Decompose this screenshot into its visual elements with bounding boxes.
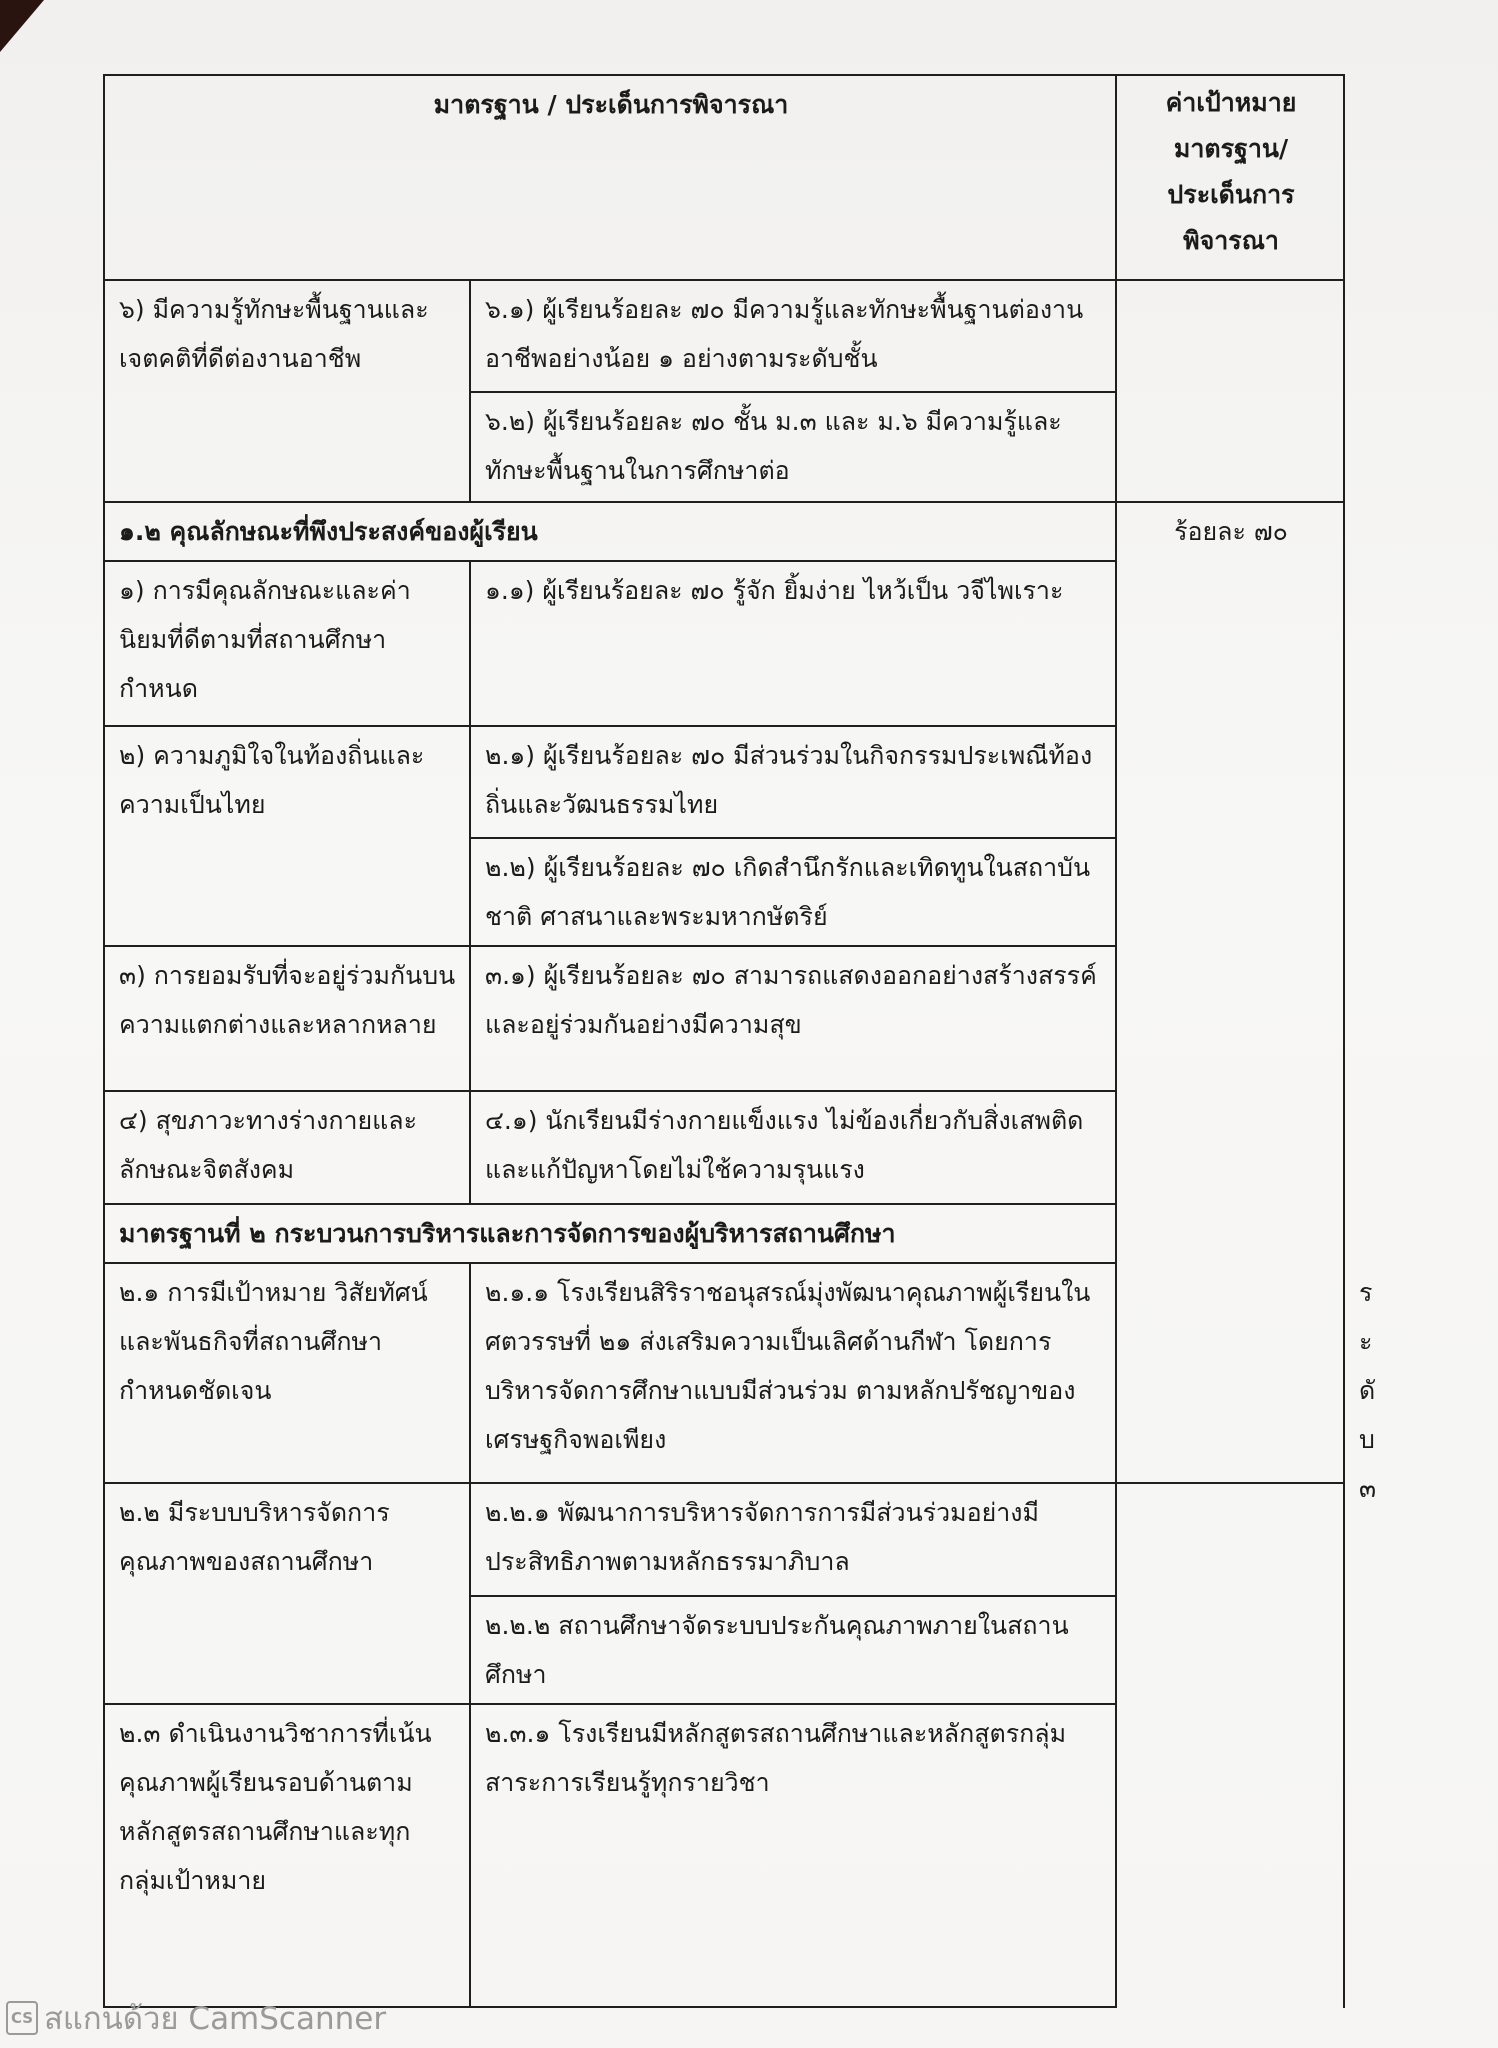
item-6-career: ๖) มีความรู้ทักษะพื้นฐานและเจตคติที่ดีต่องานอาชีพ <box>104 280 470 502</box>
table-row <box>104 1704 1344 2007</box>
table-row <box>104 1483 1344 1596</box>
item-2-3-academic: ๒.๓ ดำเนินงานวิชาการที่เน้นคุณภาพผู้เรียนรอบด้านตามหลักสูตรสถานศึกษาและทุกกลุ่มเป้าหมาย <box>104 1704 470 2007</box>
watermark-text: สแกนด้วย CamScanner <box>44 2001 387 2037</box>
sub-item-2-2-2: ๒.๒.๒ สถานศึกษาจัดระบบประกันคุณภาพภายในสถานศึกษา <box>470 1596 1116 1704</box>
target-value-1-2: ร้อยละ ๗๐ <box>1116 502 1344 1483</box>
item-1-values: ๑) การมีคุณลักษณะและค่านิยมที่ดีตามที่สถานศึกษากำหนด <box>104 561 470 726</box>
sub-item-6-2: ๖.๒) ผู้เรียนร้อยละ ๗๐ ชั้น ม.๓ และ ม.๖ มีความรู้และทักษะพื้นฐานในการศึกษาต่อ <box>470 392 1116 502</box>
item-2-2-quality-management: ๒.๒ มีระบบบริหารจัดการคุณภาพของสถานศึกษา <box>104 1483 470 1704</box>
sub-item-2-1: ๒.๑) ผู้เรียนร้อยละ ๗๐ มีส่วนร่วมในกิจกรรมประเพณีท้องถิ่นและวัฒนธรรมไทย <box>470 726 1116 838</box>
sub-item-1-1: ๑.๑) ผู้เรียนร้อยละ ๗๐ รู้จัก ยิ้มง่าย ไหว้เป็น วจีไพเราะ <box>470 561 1116 726</box>
table-header-row <box>104 75 1344 280</box>
camscanner-logo-icon: CS <box>6 2001 38 2035</box>
sub-item-2-3-1: ๒.๓.๑ โรงเรียนมีหลักสูตรสถานศึกษาและหลักสูตรกลุ่มสาระการเรียนรู้ทุกรายวิชา <box>470 1704 1116 2007</box>
header-standard-issue: มาตรฐาน / ประเด็นการพิจารณา <box>104 75 1116 280</box>
section-title-standard-2: มาตรฐานที่ ๒ กระบวนการบริหารและการจัดการของผู้บริหารสถานศึกษา <box>104 1204 1116 1263</box>
item-2-1-vision: ๒.๑ การมีเป้าหมาย วิสัยทัศน์และพันธกิจที่สถานศึกษากำหนดชัดเจน <box>104 1263 470 1483</box>
table-row <box>104 280 1344 392</box>
sub-item-2-2: ๒.๒) ผู้เรียนร้อยละ ๗๐ เกิดสำนึกรักและเทิดทูนในสถาบันชาติ ศาสนาและพระมหากษัตริย์ <box>470 838 1116 946</box>
header-target-value: ค่าเป้าหมาย มาตรฐาน/ ประเด็นการ พิจารณา <box>1116 75 1344 280</box>
section-row-1-2 <box>104 502 1344 561</box>
section-title-1-2: ๑.๒ คุณลักษณะที่พึงประสงค์ของผู้เรียน <box>104 502 1116 561</box>
item-2-pride: ๒) ความภูมิใจในท้องถิ่นและความเป็นไทย <box>104 726 470 946</box>
scan-corner-shadow <box>0 0 44 52</box>
sub-item-2-1-1: ๒.๑.๑ โรงเรียนสิริราชอนุสรณ์มุ่งพัฒนาคุณภาพผู้เรียนในศตวรรษที่ ๒๑ ส่งเสริมความเป็นเลิศด้านกีฬา โดยการบริหารจัดการศึกษาแบบมีส่วนร่วม ตามหลักปรัชญาของเศรษฐกิจพอเพียง <box>470 1263 1116 1483</box>
standards-table <box>103 74 1345 2008</box>
camscanner-watermark <box>6 1998 386 2038</box>
item-4-health: ๔) สุขภาวะทางร่างกายและลักษณะจิตสังคม <box>104 1091 470 1204</box>
sub-item-2-2-1: ๒.๒.๑ พัฒนาการบริหารจัดการการมีส่วนร่วมอย่างมีประสิทธิภาพตามหลักธรรมาภิบาล <box>470 1483 1116 1596</box>
sub-item-6-1: ๖.๑) ผู้เรียนร้อยละ ๗๐ มีความรู้และทักษะพื้นฐานต่องานอาชีพอย่างน้อย ๑ อย่างตามระดับชั้น <box>470 280 1116 392</box>
target-cell-empty <box>1116 280 1344 502</box>
sub-item-4-1: ๔.๑) นักเรียนมีร่างกายแข็งแรง ไม่ข้องเกี่ยวกับสิ่งเสพติดและแก้ปัญหาโดยไม่ใช้ความรุนแรง <box>470 1091 1116 1204</box>
item-3-diversity: ๓) การยอมรับที่จะอยู่ร่วมกันบนความแตกต่างและหลากหลาย <box>104 946 470 1091</box>
sub-item-3-1: ๓.๑) ผู้เรียนร้อยละ ๗๐ สามารถแสดงออกอย่างสร้างสรรค์ และอยู่ร่วมกันอย่างมีความสุข <box>470 946 1116 1091</box>
